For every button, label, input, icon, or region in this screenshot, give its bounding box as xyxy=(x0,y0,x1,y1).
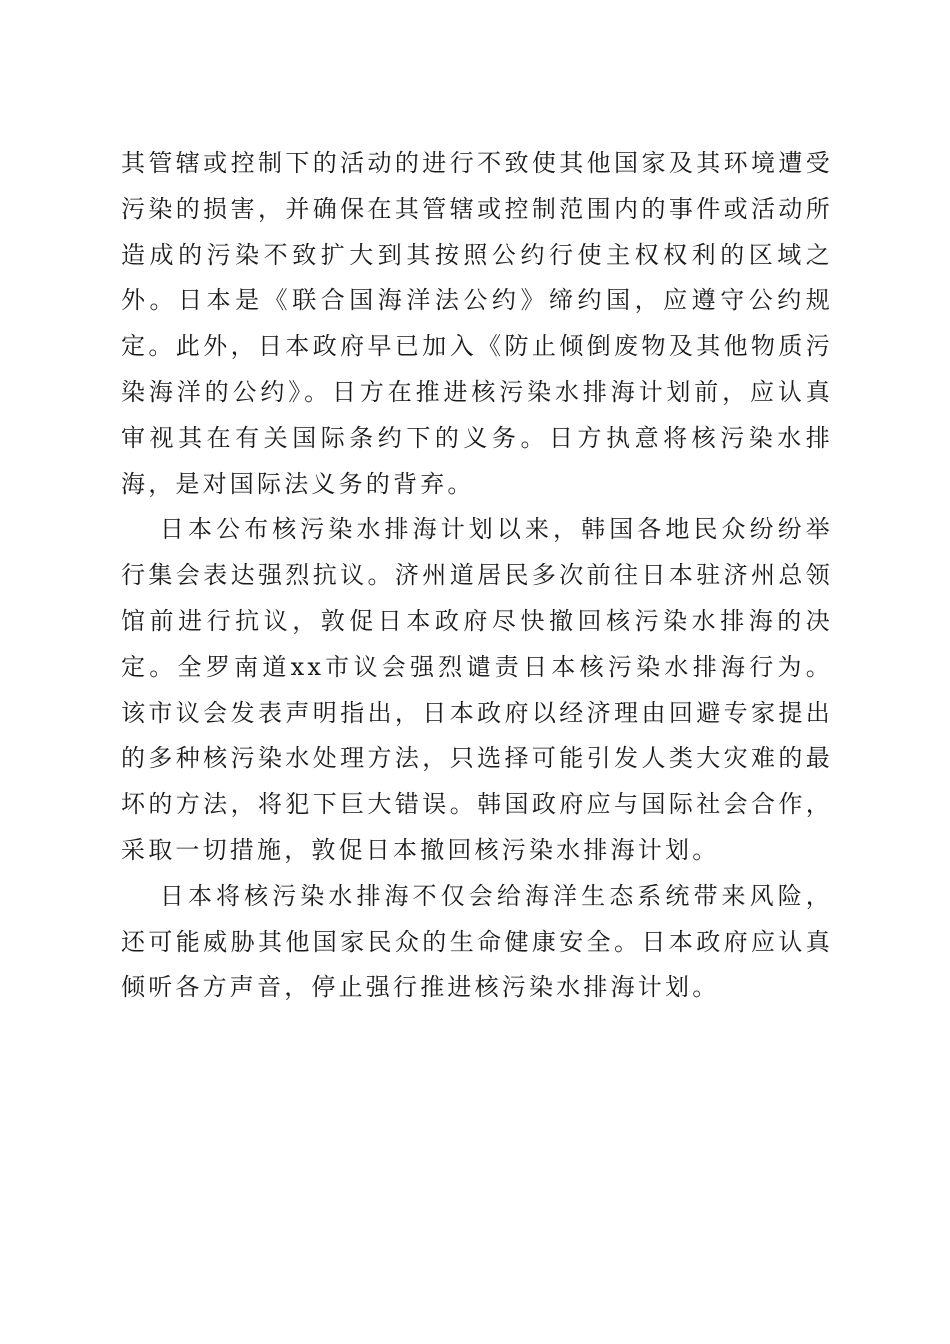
paragraph-continued: 其管辖或控制下的活动的进行不致使其他国家及其环境遭受污染的损害，并确保在其管辖或控制范围内的事件或活动所造成的污染不致扩大到其按照公约行使主权权利的区域之外。日本是《联合国海洋法公约》缔约国，应遵守公约规定。此外，日本政府早已加入《防止倾倒废物及其他物质污染海洋的公约》。日方在推进核污染水排海计划前，应认真审视其在有关国际条约下的义务。日方执意将核污染水排海，是对国际法义务的背弃。 xyxy=(121,149,833,498)
paragraph-korea-protests: 日本公布核污染水排海计划以来，韩国各地民众纷纷举行集会表达强烈抗议。济州道居民多次前往日本驻济州总领馆前进行抗议，敦促日本政府尽快撤回核污染水排海的决定。全罗南道xx市议会强烈谴责日本核污染水排海行为。该市议会发表声明指出，日本政府以经济理由回避专家提出的多种核污染水处理方法，只选择可能引发人类大灾难的最坏的方法，将犯下巨大错误。韩国政府应与国际社会合作，采取一切措施，敦促日本撤回核污染水排海计划。 xyxy=(121,515,833,864)
document-body xyxy=(121,141,833,1011)
paragraph-conclusion: 日本将核污染水排海不仅会给海洋生态系统带来风险，还可能威胁其他国家民众的生命健康安全。日本政府应认真倾听各方声音，停止强行推进核污染水排海计划。 xyxy=(121,881,833,1002)
